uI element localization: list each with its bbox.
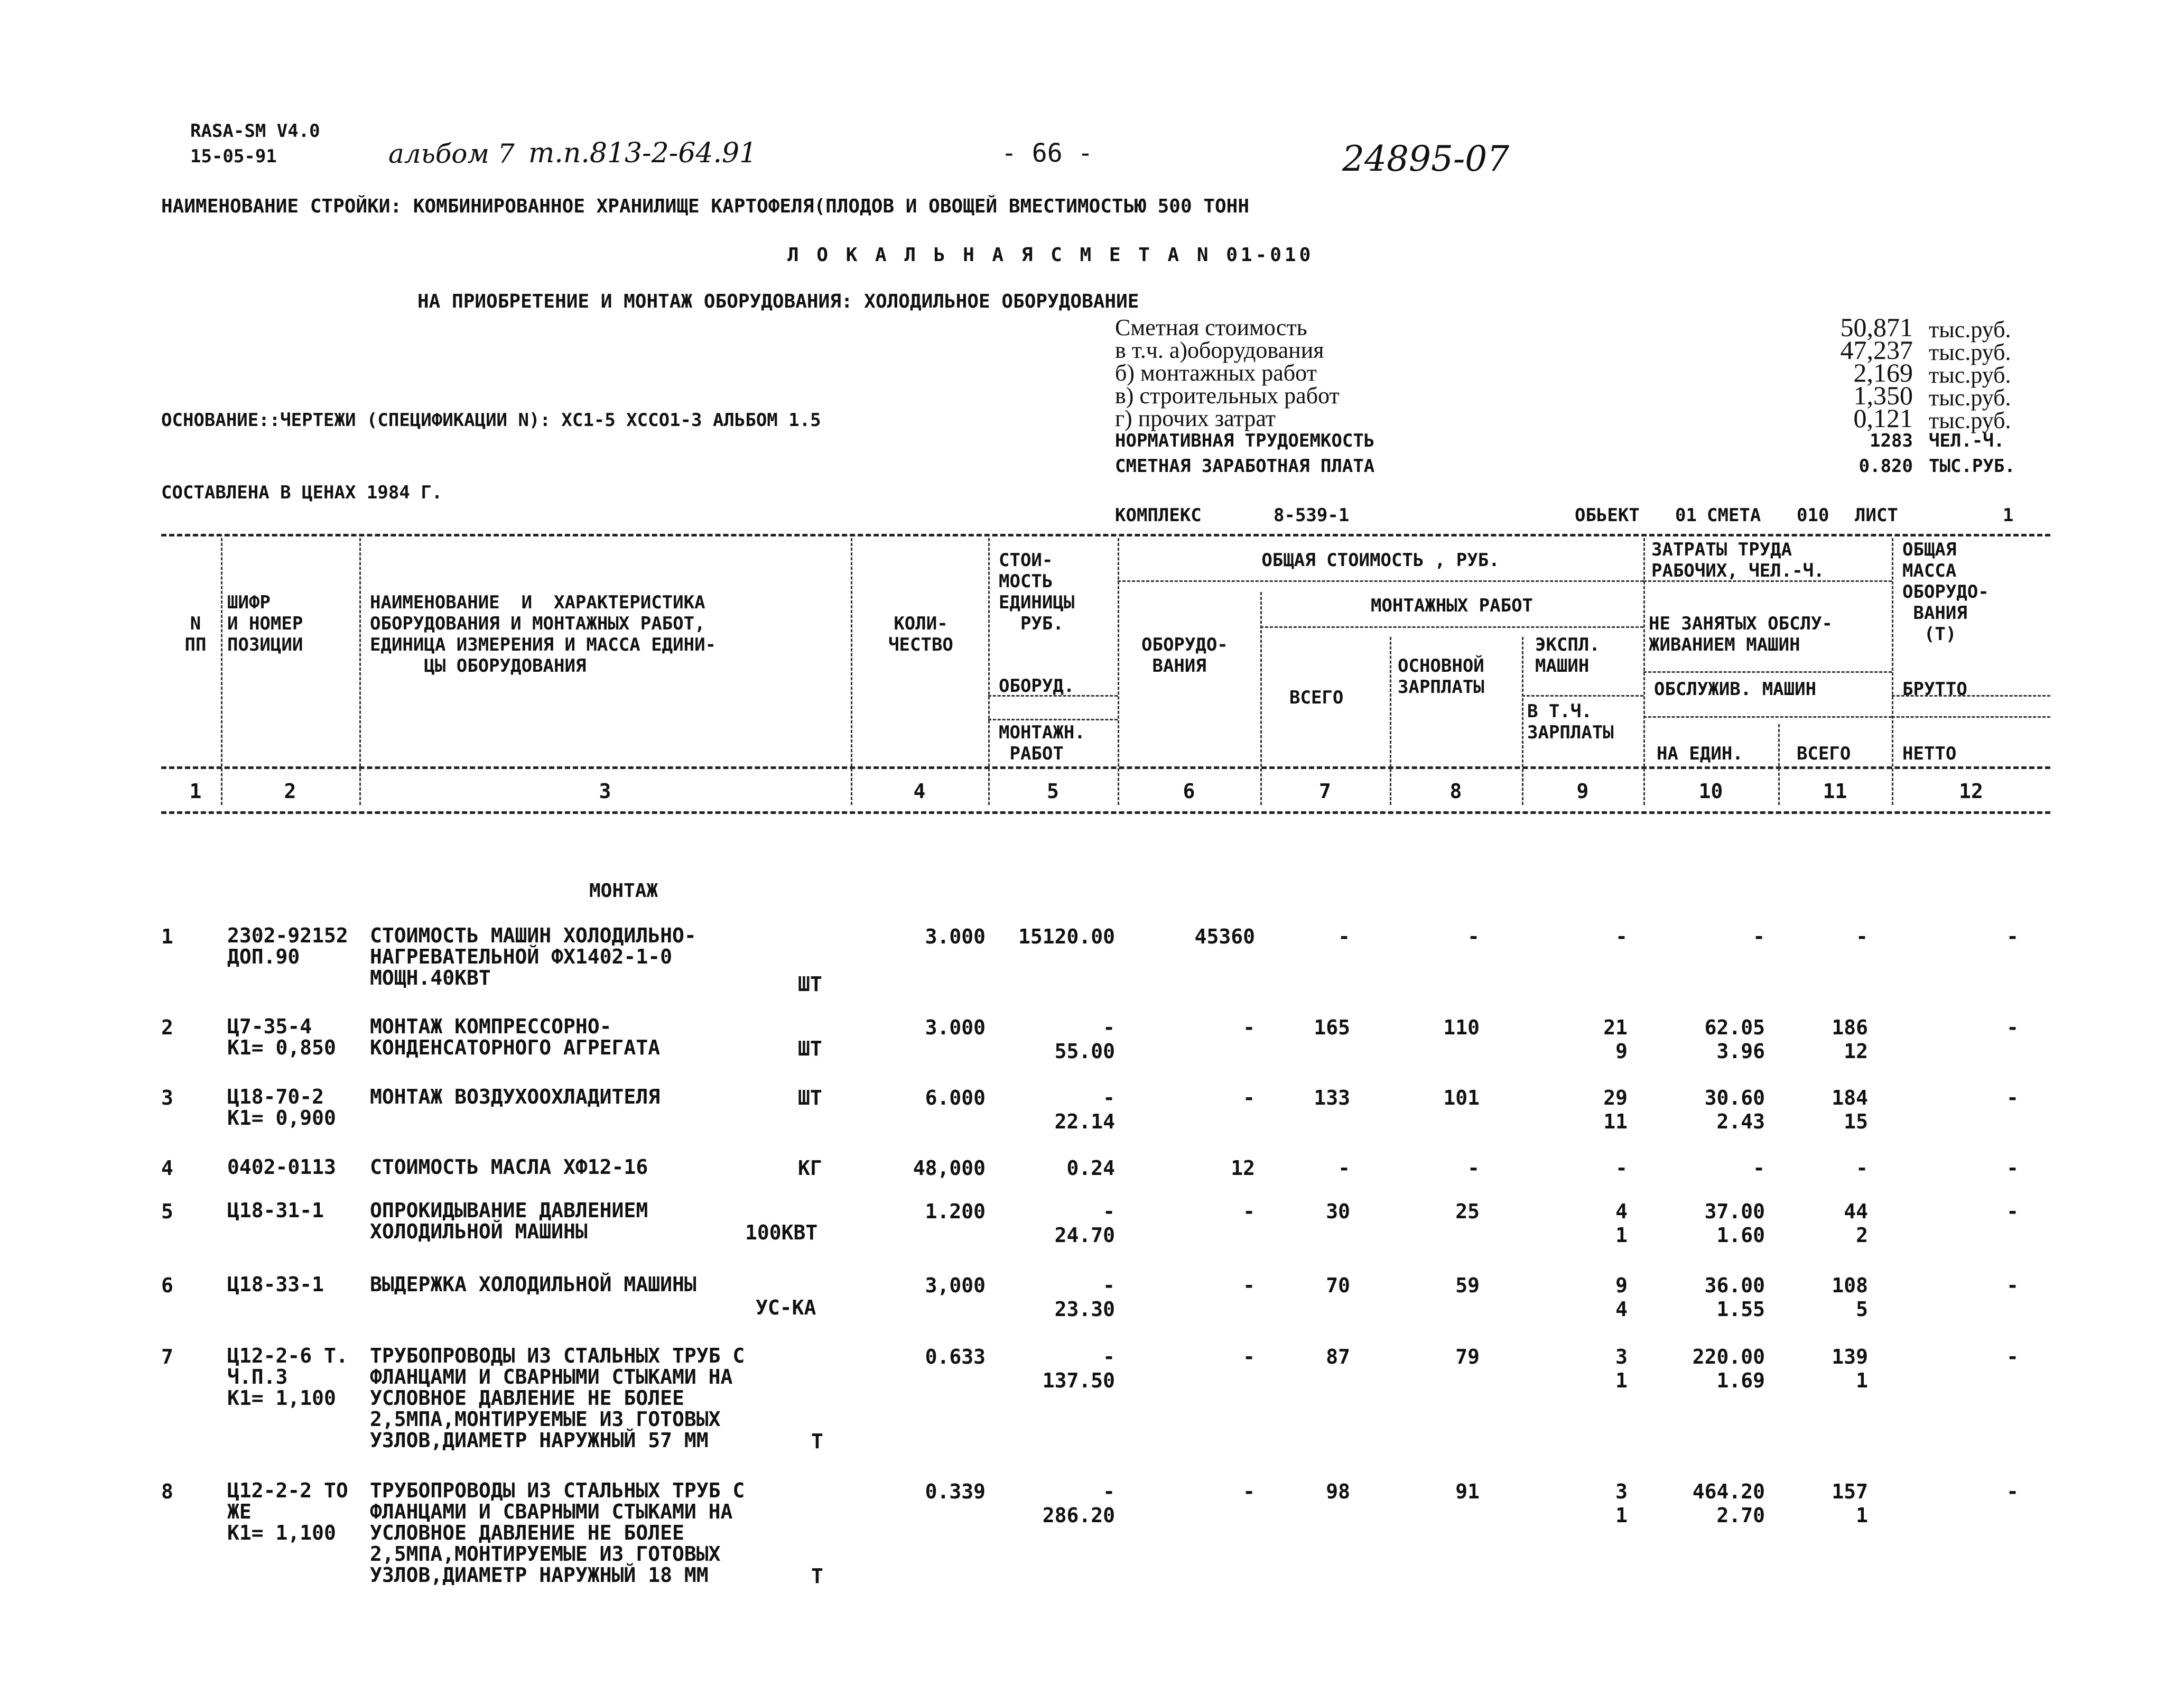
sheet-value: 1 xyxy=(2003,505,2014,526)
row-unit: УС-КА xyxy=(756,1296,816,1319)
summary-label: в) строительных работ xyxy=(1115,383,1340,409)
row-sep xyxy=(1892,716,2050,718)
colnum-bottom-rule xyxy=(161,811,2050,814)
row-number: 1 xyxy=(161,925,173,948)
summary-value: 0.820 xyxy=(1858,456,1913,477)
sheet-label: ЛИСТ xyxy=(1855,505,1898,526)
row-labor-unit: 220.00 xyxy=(1692,1345,1765,1368)
row-number: 7 xyxy=(161,1345,173,1368)
row-name: СТОИМОСТЬ МАШИН ХОЛОДИЛЬНО- НАГРЕВАТЕЛЬНОЙ ФХ1402-1-0 МОЩН.40КВТ xyxy=(370,924,696,989)
header-total-cost: ОБЩАЯ СТОИМОСТЬ , РУБ. xyxy=(1261,550,1500,571)
row-labor-total-mach: 15 xyxy=(1844,1110,1868,1133)
row-machines: 3 xyxy=(1615,1480,1628,1503)
header-unit-equip: ОБОРУД. xyxy=(999,675,1075,697)
row-labor-total: 44 xyxy=(1844,1200,1868,1223)
row-price-equip: - xyxy=(1103,1016,1115,1039)
row-mass: - xyxy=(2006,1345,2019,1368)
summary-unit: тыс.руб. xyxy=(1929,408,2011,433)
summary-value: 1,350 xyxy=(1853,381,1913,410)
row-sep xyxy=(1118,580,1643,582)
row-mont-total: 98 xyxy=(1326,1480,1350,1503)
row-name: ОПРОКИДЫВАНИЕ ДАВЛЕНИЕМ ХОЛОДИЛЬНОЙ МАШИНЫ xyxy=(370,1199,648,1243)
header-qty: КОЛИ- ЧЕСТВО xyxy=(888,613,953,655)
header-mont: МОНТАЖНЫХ РАБОТ xyxy=(1370,595,1534,616)
table-top-rule xyxy=(161,534,2050,536)
row-price-mont: 22.14 xyxy=(1054,1110,1115,1133)
row-labor-total: - xyxy=(1856,925,1868,948)
row-labor-unit: 30.60 xyxy=(1704,1086,1765,1109)
row-code: Ц7-35-4 К1= 0,850 xyxy=(227,1015,336,1059)
object-label: ОБЬЕКТ xyxy=(1575,505,1640,526)
row-mass: - xyxy=(2006,1156,2019,1180)
row-mont-total: - xyxy=(1338,925,1350,948)
header-unit-mont: МОНТАЖН. РАБОТ xyxy=(999,722,1085,764)
row-labor-unit-mach: 2.43 xyxy=(1716,1110,1765,1133)
row-equip-total: - xyxy=(1243,1480,1255,1503)
row-labor-unit: 36.00 xyxy=(1704,1274,1765,1297)
row-labor-unit-mach: 2.70 xyxy=(1716,1504,1765,1527)
row-name: МОНТАЖ КОМПРЕССОРНО- КОНДЕНСАТОРНОГО АГРЕГАТА xyxy=(370,1015,661,1059)
summary-label: Сметная стоимость xyxy=(1115,314,1307,340)
row-mont-total: 133 xyxy=(1314,1086,1350,1109)
row-machines-salary: 1 xyxy=(1615,1369,1628,1392)
row-sep xyxy=(1522,695,1643,697)
row-mass: - xyxy=(2006,925,2019,948)
summary-label: г) прочих затрат xyxy=(1115,405,1276,431)
row-code: Ц18-33-1 xyxy=(227,1273,324,1296)
header-equip: ОБОРУДО- ВАНИЯ xyxy=(1141,634,1228,677)
purpose-line: НА ПРИОБРЕТЕНИЕ И МОНТАЖ ОБОРУДОВАНИЯ: ХОЛОДИЛЬНОЕ ОБОРУДОВАНИЕ xyxy=(417,291,1139,312)
header-code: ШИФР И НОМЕР ПОЗИЦИИ xyxy=(227,592,303,655)
summary-unit: тыс.руб. xyxy=(1929,385,2011,411)
row-qty: 3.000 xyxy=(925,1016,986,1039)
row-base-salary: 25 xyxy=(1455,1200,1480,1223)
summary-value: 47,237 xyxy=(1840,335,1913,365)
row-name: ТРУБОПРОВОДЫ ИЗ СТАЛЬНЫХ ТРУБ С ФЛАНЦАМИ И СВАРНЫМИ СТЫКАМИ НА УСЛОВНОЕ ДАВЛЕНИЕ НЕ БОЛЕЕ 2,5МПА,МОНТИРУЕМЫЕ ИЗ ГОТОВЫХ УЗЛОВ,ДИАМЕТР НАРУЖНЫЙ 18 ММ xyxy=(370,1479,745,1587)
row-labor-total-mach: 12 xyxy=(1844,1040,1868,1063)
summary-unit: тыс.руб. xyxy=(1929,317,2011,342)
summary-value: 1283 xyxy=(1870,430,1913,451)
colnum: 10 xyxy=(1698,780,1723,803)
row-machines: 3 xyxy=(1615,1345,1628,1368)
row-machines-salary: 1 xyxy=(1615,1504,1628,1527)
construction-name: НАИМЕНОВАНИЕ СТРОЙКИ: КОМБИНИРОВАННОЕ ХРАНИЛИЩЕ КАРТОФЕЛЯ(ПЛОДОВ И ОВОЩЕЙ ВМЕСТИМОСТЬЮ 500 ТОНН xyxy=(161,196,1250,217)
header-base-salary: ОСНОВНОЙ ЗАРПЛАТЫ xyxy=(1398,655,1484,698)
row-name: ВЫДЕРЖКА ХОЛОДИЛЬНОЙ МАШИНЫ xyxy=(370,1273,696,1296)
header-per-unit: НА ЕДИН. xyxy=(1657,743,1743,764)
colnum: 1 xyxy=(189,780,202,803)
colnum: 3 xyxy=(599,780,611,803)
document-code: 24895-07 xyxy=(1342,138,1510,179)
row-labor-unit: 464.20 xyxy=(1692,1480,1765,1503)
smeta-value: 010 xyxy=(1797,505,1829,526)
header-all: ВСЕГО xyxy=(1797,743,1851,764)
row-price-mont: 24.70 xyxy=(1054,1224,1115,1247)
row-name: ТРУБОПРОВОДЫ ИЗ СТАЛЬНЫХ ТРУБ С ФЛАНЦАМИ И СВАРНЫМИ СТЫКАМИ НА УСЛОВНОЕ ДАВЛЕНИЕ НЕ БОЛЕЕ 2,5МПА,МОНТИРУЕМЫЕ ИЗ ГОТОВЫХ УЗЛОВ,ДИАМЕТР НАРУЖНЫЙ 57 ММ xyxy=(370,1344,745,1452)
summary-label: НОРМАТИВНАЯ ТРУДОЕМКОСТЬ xyxy=(1115,430,1375,451)
complex-value: 8-539-1 xyxy=(1274,505,1350,526)
row-mass: - xyxy=(2006,1480,2019,1503)
row-qty: 48,000 xyxy=(913,1156,986,1180)
row-qty: 6.000 xyxy=(925,1086,986,1109)
row-code: Ц12-2-2 ТО ЖЕ К1= 1,100 xyxy=(227,1479,348,1544)
prices-line: СОСТАВЛЕНА В ЦЕНАХ 1984 Г. xyxy=(161,482,443,503)
row-equip-total: 45360 xyxy=(1194,925,1255,948)
row-labor-unit-mach: 1.69 xyxy=(1716,1369,1765,1392)
row-labor-total: 184 xyxy=(1832,1086,1868,1109)
print-date: 15-05-91 xyxy=(190,146,277,167)
row-machines: - xyxy=(1615,1156,1628,1180)
col-sep xyxy=(359,538,361,805)
row-labor-total-mach: 1 xyxy=(1856,1369,1868,1392)
colnum: 12 xyxy=(1959,780,1983,803)
row-base-salary: 79 xyxy=(1455,1345,1480,1368)
header-bottom-rule xyxy=(161,766,2050,769)
row-equip-total: - xyxy=(1243,1200,1255,1223)
row-unit: КГ xyxy=(798,1156,822,1180)
row-base-salary: - xyxy=(1467,1156,1480,1180)
row-machines-salary: 4 xyxy=(1615,1298,1628,1321)
header-brutto: БРУТТО xyxy=(1902,679,1967,700)
basis-line: ОСНОВАНИЕ::ЧЕРТЕЖИ (СПЕЦИФИКАЦИИ N): ХС1-5 ХССО1-3 АЛЬБОМ 1.5 xyxy=(161,410,821,431)
summary-unit: тыс.руб. xyxy=(1929,362,2011,388)
row-qty: 1.200 xyxy=(925,1200,986,1223)
row-qty: 0.633 xyxy=(925,1345,986,1368)
row-unit: ШТ xyxy=(798,1037,822,1060)
row-base-salary: 110 xyxy=(1443,1016,1480,1039)
row-equip-total: - xyxy=(1243,1086,1255,1109)
row-machines-salary: 11 xyxy=(1603,1110,1628,1133)
colnum: 4 xyxy=(913,780,926,803)
row-code: Ц12-2-6 Т. Ч.П.3 К1= 1,100 xyxy=(227,1344,348,1410)
row-price-equip: - xyxy=(1103,1274,1115,1297)
row-unit: ШТ xyxy=(798,973,822,996)
colnum: 11 xyxy=(1823,780,1847,803)
row-base-salary: 101 xyxy=(1443,1086,1480,1109)
row-code: Ц18-70-2 К1= 0,900 xyxy=(227,1085,336,1129)
row-price-mont: 55.00 xyxy=(1054,1040,1115,1063)
row-labor-unit: 37.00 xyxy=(1704,1200,1765,1223)
row-price-equip: - xyxy=(1103,1480,1115,1503)
row-code: 2302-92152 ДОП.90 xyxy=(227,924,348,968)
header-mass: ОБЩАЯ МАССА ОБОРУДО- ВАНИЯ (Т) xyxy=(1902,539,1989,645)
row-labor-unit-mach: 1.55 xyxy=(1716,1298,1765,1321)
row-machines: 9 xyxy=(1615,1274,1628,1297)
col-sep xyxy=(1118,538,1119,805)
row-equip-total: - xyxy=(1243,1274,1255,1297)
row-machines: 21 xyxy=(1603,1016,1628,1039)
row-labor-total-mach: 2 xyxy=(1856,1224,1868,1247)
colnum: 8 xyxy=(1449,780,1462,803)
program-version: RASA-SM V4.0 xyxy=(190,121,320,142)
summary-value: 0,121 xyxy=(1853,403,1913,433)
row-code: 0402-0113 xyxy=(227,1155,336,1179)
row-unit: Т xyxy=(811,1430,823,1453)
row-number: 2 xyxy=(161,1016,173,1039)
row-unit: Т xyxy=(811,1564,823,1588)
row-labor-total: 108 xyxy=(1832,1274,1868,1297)
header-total: ВСЕГО xyxy=(1289,687,1344,708)
row-name: МОНТАЖ ВОЗДУХООХЛАДИТЕЛЯ xyxy=(370,1085,661,1108)
row-sep xyxy=(1260,626,1643,628)
row-mass: - xyxy=(2006,1200,2019,1223)
object-value: 01 xyxy=(1675,505,1697,526)
summary-unit: ТЫС.РУБ. xyxy=(1929,456,2015,477)
colnum: 9 xyxy=(1576,780,1589,803)
header-labor-sub: НЕ ЗАНЯТЫХ ОБСЛУ- ЖИВАНИЕМ МАШИН xyxy=(1649,613,1833,655)
row-number: 6 xyxy=(161,1274,173,1297)
row-labor-unit: - xyxy=(1753,925,1765,948)
row-machines: 4 xyxy=(1615,1200,1628,1223)
summary-label: б) монтажных работ xyxy=(1115,360,1317,386)
header-unit-cost: СТОИ- МОСТЬ ЕДИНИЦЫ РУБ. xyxy=(999,550,1075,634)
row-base-salary: - xyxy=(1467,925,1480,948)
row-equip-total: - xyxy=(1243,1016,1255,1039)
row-qty: 3.000 xyxy=(925,925,986,948)
header-netto: НЕТТО xyxy=(1902,743,1957,764)
row-labor-total: 186 xyxy=(1832,1016,1868,1039)
header-incl-salary: В Т.Ч. ЗАРПЛАТЫ xyxy=(1527,701,1614,743)
summary-unit: тыс.руб. xyxy=(1929,339,2011,365)
row-sep xyxy=(988,719,1118,720)
row-labor-total: 139 xyxy=(1832,1345,1868,1368)
header-name: НАИМЕНОВАНИЕ И ХАРАКТЕРИСТИКА ОБОРУДОВАНИЯ И МОНТАЖНЫХ РАБОТ, ЕДИНИЦА ИЗМЕРЕНИЯ И МАССА ЕДИНИ- ЦЫ ОБОРУДОВАНИЯ xyxy=(370,592,717,677)
row-sep xyxy=(1643,671,1892,673)
row-machines-salary: 1 xyxy=(1615,1224,1628,1247)
col-sep xyxy=(221,538,222,805)
row-mont-total: 70 xyxy=(1326,1274,1350,1297)
row-mass: - xyxy=(2006,1274,2019,1297)
summary-value: 2,169 xyxy=(1853,358,1913,387)
row-qty: 3,000 xyxy=(925,1274,986,1297)
complex-label: КОМПЛЕКС xyxy=(1115,505,1202,526)
col-sep xyxy=(851,538,852,805)
header-n: N ПП xyxy=(184,613,207,655)
row-mont-total: 165 xyxy=(1314,1016,1350,1039)
row-labor-total: 157 xyxy=(1832,1480,1868,1503)
row-price-equip: - xyxy=(1103,1345,1115,1368)
row-mont-total: 30 xyxy=(1326,1200,1350,1223)
row-base-salary: 91 xyxy=(1455,1480,1480,1503)
row-price-mont: 286.20 xyxy=(1042,1504,1115,1527)
summary-unit: ЧЕЛ.-Ч. xyxy=(1929,430,2005,451)
page-number: - 66 - xyxy=(1001,138,1093,168)
row-equip-total: - xyxy=(1243,1345,1255,1368)
row-number: 8 xyxy=(161,1480,173,1503)
header-labor: ЗАТРАТЫ ТРУДА РАБОЧИХ, ЧЕЛ.-Ч. xyxy=(1651,539,1825,581)
header-labor-serv: ОБСЛУЖИВ. МАШИН xyxy=(1654,679,1817,700)
row-price-mont: 23.30 xyxy=(1054,1298,1115,1321)
row-mass: - xyxy=(2006,1016,2019,1039)
row-machines-salary: 9 xyxy=(1615,1040,1628,1063)
row-labor-total-mach: 5 xyxy=(1856,1298,1868,1321)
colnum: 7 xyxy=(1319,780,1331,803)
row-mont-total: 87 xyxy=(1326,1345,1350,1368)
section-title: МОНТАЖ xyxy=(589,880,658,902)
col-sep xyxy=(1892,538,1893,805)
row-labor-unit: 62.05 xyxy=(1704,1016,1765,1039)
header-machines: ЭКСПЛ. МАШИН xyxy=(1535,634,1600,677)
colnum: 5 xyxy=(1047,780,1059,803)
row-base-salary: 59 xyxy=(1455,1274,1480,1297)
row-labor-total-mach: 1 xyxy=(1856,1504,1868,1527)
summary-label: в т.ч. а)оборудования xyxy=(1115,337,1324,363)
row-labor-total: - xyxy=(1856,1156,1868,1180)
col-sep xyxy=(988,538,990,805)
row-mont-total: - xyxy=(1338,1156,1350,1180)
row-unit: ШТ xyxy=(798,1086,822,1109)
row-labor-unit: - xyxy=(1753,1156,1765,1180)
row-qty: 0.339 xyxy=(925,1480,986,1503)
document-title: Л О К А Л Ь Н А Я С М Е Т А N 01-010 xyxy=(787,244,1314,266)
row-labor-unit-mach: 3.96 xyxy=(1716,1040,1765,1063)
project-number: т.п.813-2-64.91 xyxy=(528,137,757,169)
row-price-mont: 137.50 xyxy=(1042,1369,1115,1392)
row-equip-total: 12 xyxy=(1231,1156,1255,1180)
col-sep xyxy=(1260,592,1262,805)
row-machines: - xyxy=(1615,925,1628,948)
row-number: 5 xyxy=(161,1200,173,1223)
row-labor-unit-mach: 1.60 xyxy=(1716,1224,1765,1247)
row-code: Ц18-31-1 xyxy=(227,1199,324,1222)
colnum: 6 xyxy=(1183,780,1195,803)
album-label: альбом 7 xyxy=(388,138,515,169)
row-machines: 29 xyxy=(1603,1086,1628,1109)
row-name: СТОИМОСТЬ МАСЛА ХФ12-16 xyxy=(370,1155,648,1179)
colnum: 2 xyxy=(284,780,296,803)
row-sep xyxy=(1643,716,1892,718)
smeta-label: СМЕТА xyxy=(1707,505,1761,526)
row-number: 4 xyxy=(161,1156,173,1180)
row-mass: - xyxy=(2006,1086,2019,1109)
summary-label: СМЕТНАЯ ЗАРАБОТНАЯ ПЛАТА xyxy=(1115,456,1375,477)
row-price-equip: - xyxy=(1103,1200,1115,1223)
row-price-equip: - xyxy=(1103,1086,1115,1109)
summary-value: 50,871 xyxy=(1840,312,1913,342)
row-price-equip: 15120.00 xyxy=(1018,925,1115,948)
row-number: 3 xyxy=(161,1086,173,1109)
row-unit: 100КВТ xyxy=(745,1221,818,1244)
row-price-equip: 0.24 xyxy=(1066,1156,1115,1180)
